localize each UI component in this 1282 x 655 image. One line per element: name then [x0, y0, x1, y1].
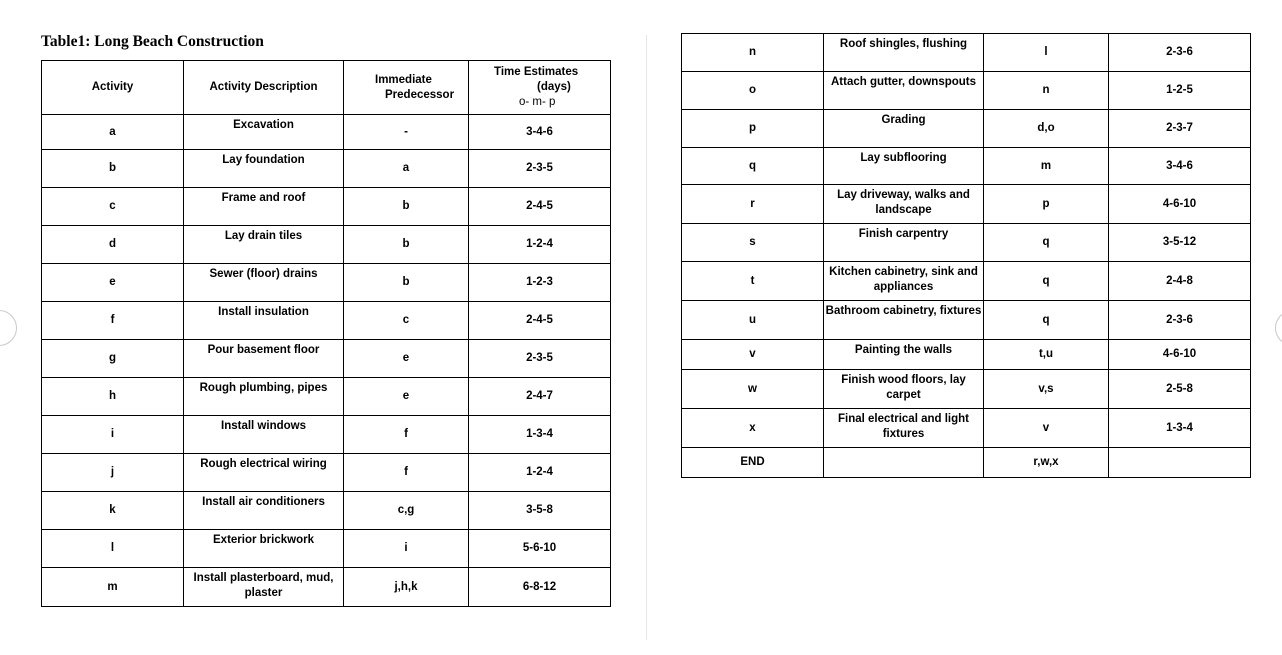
time-estimate-cell: 2-5-8	[1109, 370, 1251, 409]
time-estimate-cell: 2-3-5	[469, 340, 611, 378]
description-cell: Excavation	[184, 115, 344, 150]
header-time-line2: (days)	[537, 81, 571, 93]
description-cell: Finish carpentry	[824, 224, 984, 262]
time-estimate-cell: 3-5-8	[469, 492, 611, 530]
time-estimate-cell: 1-2-5	[1109, 72, 1251, 110]
left-row-b	[42, 150, 611, 188]
right-row-v	[682, 340, 1251, 370]
predecessor-cell: f	[344, 454, 469, 492]
right-row-o	[682, 72, 1251, 110]
description-cell: Bathroom cabinetry, fixtures	[824, 301, 984, 340]
predecessor-cell: b	[344, 226, 469, 264]
time-estimate-cell: 1-2-4	[469, 454, 611, 492]
left-row-e	[42, 264, 611, 302]
predecessor-cell: l	[984, 34, 1109, 72]
right-row-n	[682, 34, 1251, 72]
predecessor-cell: f	[344, 416, 469, 454]
left-row-i	[42, 416, 611, 454]
activity-cell: t	[682, 262, 824, 301]
description-cell: Lay drain tiles	[184, 226, 344, 264]
time-estimate-cell: 2-4-7	[469, 378, 611, 416]
predecessor-cell: b	[344, 188, 469, 226]
predecessor-cell: p	[984, 185, 1109, 224]
time-estimate-cell: 2-4-5	[469, 188, 611, 226]
left-row-k	[42, 492, 611, 530]
activity-cell: n	[682, 34, 824, 72]
time-estimate-cell: 2-3-6	[1109, 301, 1251, 340]
predecessor-cell: e	[344, 378, 469, 416]
activity-cell: r	[682, 185, 824, 224]
right-row-x	[682, 409, 1251, 448]
left-row-m	[42, 568, 611, 607]
activity-cell: m	[42, 568, 184, 607]
predecessor-cell: -	[344, 115, 469, 150]
left-row-d	[42, 226, 611, 264]
activity-cell: q	[682, 148, 824, 185]
time-estimate-cell: 1-3-4	[1109, 409, 1251, 448]
predecessor-cell: q	[984, 224, 1109, 262]
description-cell: Kitchen cabinetry, sink and appliances	[824, 262, 984, 301]
right-row-p	[682, 110, 1251, 148]
previous-page-button[interactable]	[0, 310, 17, 346]
predecessor-cell: q	[984, 301, 1109, 340]
time-estimate-cell: 2-3-6	[1109, 34, 1251, 72]
left-row-l	[42, 530, 611, 568]
header-predecessor-line1: Immediate	[375, 73, 432, 86]
description-cell: Sewer (floor) drains	[184, 264, 344, 302]
activity-cell: b	[42, 150, 184, 188]
description-cell: Install air conditioners	[184, 492, 344, 530]
description-cell: Install windows	[184, 416, 344, 454]
description-cell: Final electrical and light fixtures	[824, 409, 984, 448]
right-row-end	[682, 448, 1251, 478]
activity-cell: g	[42, 340, 184, 378]
activity-cell: s	[682, 224, 824, 262]
predecessor-cell: i	[344, 530, 469, 568]
predecessor-cell: m	[984, 148, 1109, 185]
right-row-r	[682, 185, 1251, 224]
right-row-w	[682, 370, 1251, 409]
description-cell: Attach gutter, downspouts	[824, 72, 984, 110]
predecessor-cell: c	[344, 302, 469, 340]
predecessor-cell: a	[344, 150, 469, 188]
left-row-f	[42, 302, 611, 340]
activity-cell: v	[682, 340, 824, 370]
activity-table-left	[41, 60, 611, 607]
description-cell: Roof shingles, flushing	[824, 34, 984, 72]
time-estimate-cell	[1109, 448, 1251, 478]
predecessor-cell: r,w,x	[984, 448, 1109, 478]
left-row-h	[42, 378, 611, 416]
activity-cell: l	[42, 530, 184, 568]
time-estimate-cell: 5-6-10	[469, 530, 611, 568]
activity-cell: o	[682, 72, 824, 110]
time-estimate-cell: 3-5-12	[1109, 224, 1251, 262]
predecessor-cell: n	[984, 72, 1109, 110]
activity-cell: h	[42, 378, 184, 416]
predecessor-cell: j,h,k	[344, 568, 469, 607]
left-row-c	[42, 188, 611, 226]
description-cell: Lay foundation	[184, 150, 344, 188]
time-estimate-cell: 6-8-12	[469, 568, 611, 607]
table-title: Table1: Long Beach Construction	[41, 33, 264, 50]
table-header-row	[42, 61, 611, 115]
description-cell: Pour basement floor	[184, 340, 344, 378]
time-estimate-cell: 2-4-8	[1109, 262, 1251, 301]
activity-cell: j	[42, 454, 184, 492]
predecessor-cell: t,u	[984, 340, 1109, 370]
activity-cell: k	[42, 492, 184, 530]
predecessor-cell: c,g	[344, 492, 469, 530]
header-time-estimates	[469, 61, 611, 115]
activity-cell: u	[682, 301, 824, 340]
header-time-line1: Time Estimates	[494, 66, 579, 78]
activity-cell: p	[682, 110, 824, 148]
predecessor-cell: q	[984, 262, 1109, 301]
right-row-t	[682, 262, 1251, 301]
activity-cell: x	[682, 409, 824, 448]
header-activity: Activity	[42, 61, 184, 115]
time-estimate-cell: 3-4-6	[1109, 148, 1251, 185]
description-cell: Lay subflooring	[824, 148, 984, 185]
activity-cell: END	[682, 448, 824, 478]
predecessor-cell: v,s	[984, 370, 1109, 409]
activity-cell: c	[42, 188, 184, 226]
description-cell	[824, 448, 984, 478]
right-row-s	[682, 224, 1251, 262]
left-row-g	[42, 340, 611, 378]
description-cell: Grading	[824, 110, 984, 148]
right-row-q	[682, 148, 1251, 185]
description-cell: Lay driveway, walks and landscape	[824, 185, 984, 224]
description-cell: Install insulation	[184, 302, 344, 340]
header-time-line3: o- m- p	[519, 96, 556, 108]
description-cell: Rough plumbing, pipes	[184, 378, 344, 416]
right-row-u	[682, 301, 1251, 340]
predecessor-cell: v	[984, 409, 1109, 448]
activity-cell: d	[42, 226, 184, 264]
time-estimate-cell: 3-4-6	[469, 115, 611, 150]
time-estimate-cell: 2-4-5	[469, 302, 611, 340]
activity-cell: a	[42, 115, 184, 150]
activity-table-right	[681, 33, 1251, 478]
time-estimate-cell: 1-2-4	[469, 226, 611, 264]
header-description: Activity Description	[184, 61, 344, 115]
left-row-j	[42, 454, 611, 492]
header-predecessor-line2: Predecessor	[385, 88, 455, 101]
predecessor-cell: e	[344, 340, 469, 378]
time-estimate-cell: 4-6-10	[1109, 185, 1251, 224]
time-estimate-cell: 2-3-7	[1109, 110, 1251, 148]
predecessor-cell: b	[344, 264, 469, 302]
time-estimate-cell: 1-3-4	[469, 416, 611, 454]
activity-cell: e	[42, 264, 184, 302]
time-estimate-cell: 1-2-3	[469, 264, 611, 302]
description-cell: Finish wood floors, lay carpet	[824, 370, 984, 409]
time-estimate-cell: 2-3-5	[469, 150, 611, 188]
description-cell: Install plasterboard, mud, plaster	[184, 568, 344, 607]
description-cell: Frame and roof	[184, 188, 344, 226]
left-row-a	[42, 115, 611, 150]
predecessor-cell: d,o	[984, 110, 1109, 148]
activity-cell: i	[42, 416, 184, 454]
description-cell: Rough electrical wiring	[184, 454, 344, 492]
next-page-button[interactable]	[1275, 310, 1282, 346]
activity-cell: w	[682, 370, 824, 409]
description-cell: Exterior brickwork	[184, 530, 344, 568]
page-divider	[646, 35, 647, 640]
time-estimate-cell: 4-6-10	[1109, 340, 1251, 370]
description-cell: Painting the walls	[824, 340, 984, 370]
activity-cell: f	[42, 302, 184, 340]
header-predecessor	[344, 61, 469, 115]
